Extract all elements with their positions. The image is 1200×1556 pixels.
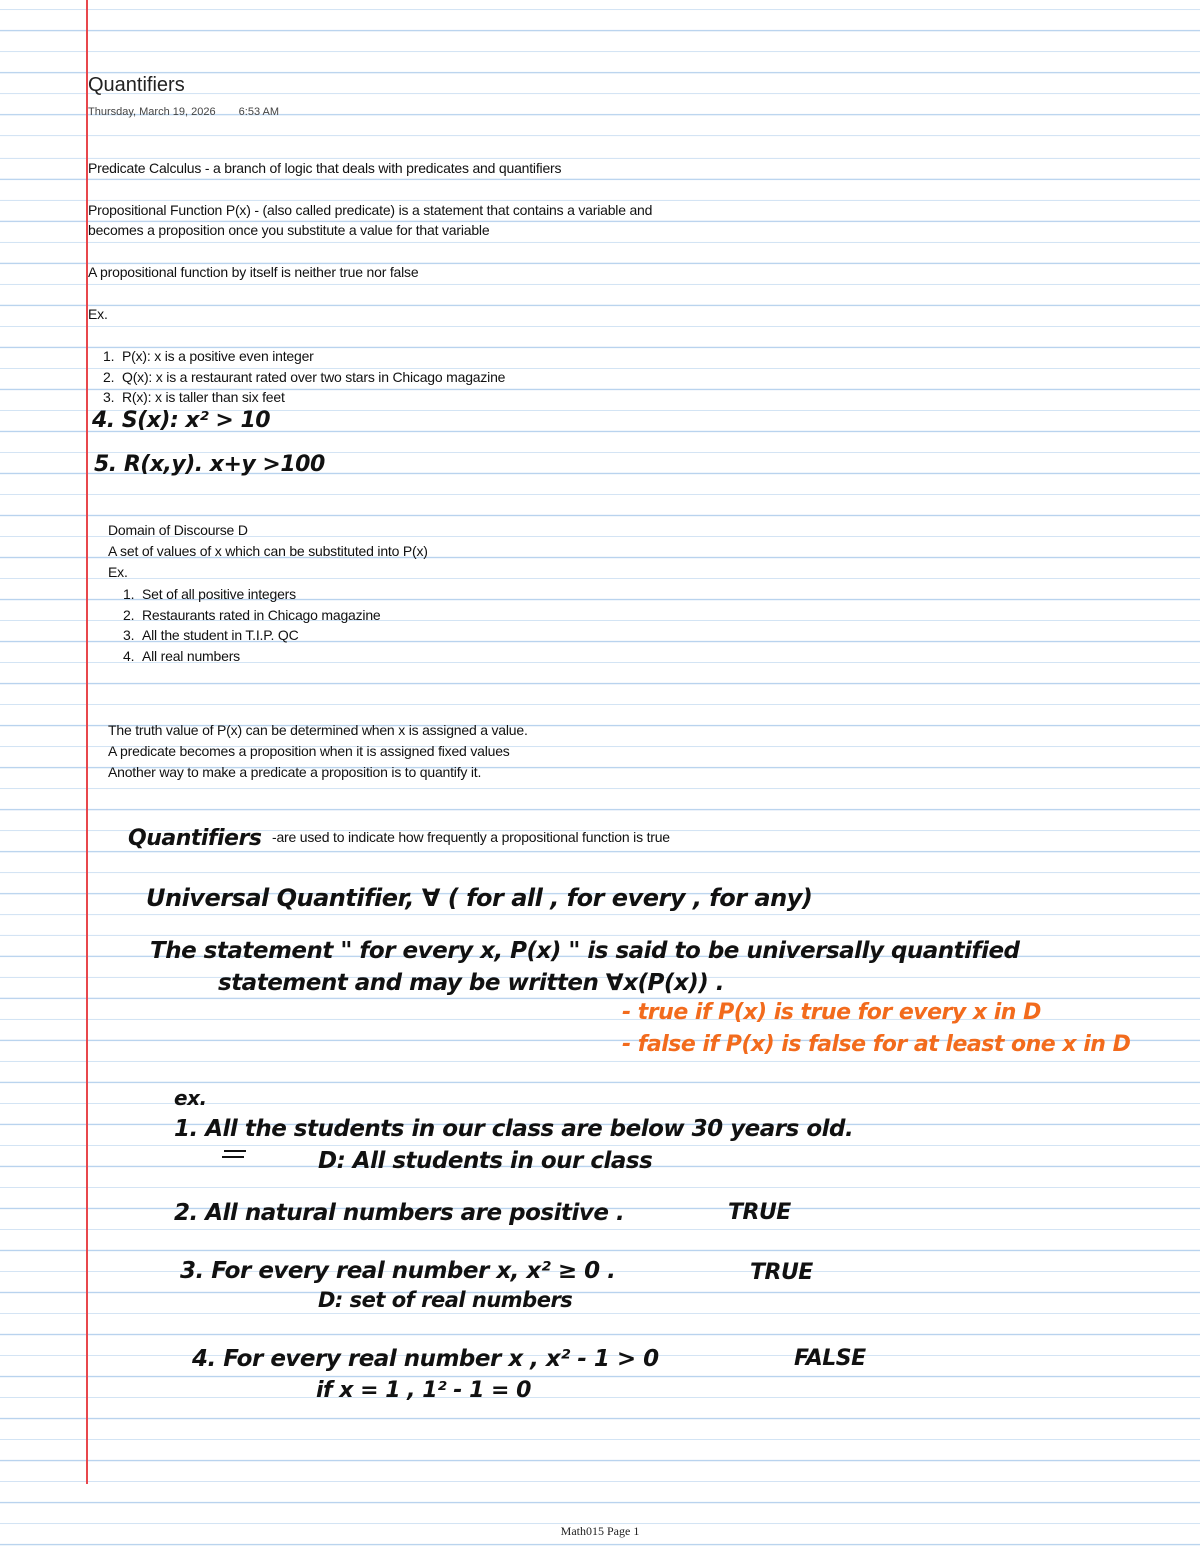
list-item: 1. Set of all positive integers xyxy=(138,584,381,605)
page-title: Quantifiers xyxy=(88,74,185,96)
page-footer: Math015 Page 1 xyxy=(560,1524,640,1538)
example-item-4-verdict: FALSE xyxy=(794,1346,866,1371)
list-item: 4. All real numbers xyxy=(138,646,381,667)
page-time: 6:53 AM xyxy=(238,106,280,118)
page-date: Thursday, March 19, 2026 xyxy=(88,106,216,118)
example-item-3-domain: D: set of real numbers xyxy=(318,1288,573,1312)
ex-label: Ex. xyxy=(88,306,108,322)
universal-statement-line-2: statement and may be written ∀x(P(x)) . xyxy=(218,970,725,996)
list-item: 3. R(x): x is taller than six feet xyxy=(118,387,505,408)
universal-statement-line-1: The statement " for every x, P(x) " is said to be universally quantified xyxy=(150,938,1020,964)
domain-title: Domain of Discourse D xyxy=(108,522,248,538)
example-item-4-counterexample: if x = 1 , 1² - 1 = 0 xyxy=(316,1378,531,1403)
handwritten-example-5: 5. R(x,y). x+y >100 xyxy=(94,452,325,477)
handwritten-example-4: 4. S(x): x² > 10 xyxy=(92,408,271,433)
example-item-2: 2. All natural numbers are positive . xyxy=(174,1200,625,1226)
list-item: 2. Q(x): x is a restaurant rated over two stars in Chicago magazine xyxy=(118,367,505,388)
handwritten-ex-label: ex. xyxy=(174,1086,207,1110)
true-condition-note: - true if P(x) is true for every x in D xyxy=(622,1000,1041,1025)
domain-ex-label: Ex. xyxy=(108,564,128,580)
truth-value-line-1: The truth value of P(x) can be determined when x is assigned a value. xyxy=(108,722,528,738)
domain-example-list xyxy=(116,584,381,666)
page-datetime xyxy=(88,106,299,118)
underline-mark xyxy=(224,1150,246,1152)
example-item-1-domain: D: All students in our class xyxy=(318,1148,653,1174)
example-item-4: 4. For every real number x , x² - 1 > 0 xyxy=(192,1346,659,1372)
underline-mark xyxy=(222,1156,244,1158)
false-condition-note: - false if P(x) is false for at least one x in D xyxy=(622,1032,1131,1057)
handwritten-quantifiers-word: Quantifiers xyxy=(128,826,262,851)
list-item: 2. Restaurants rated in Chicago magazine xyxy=(138,605,381,626)
domain-description: A set of values of x which can be substituted into P(x) xyxy=(108,543,428,559)
truth-value-line-3: Another way to make a predicate a proposition is to quantify it. xyxy=(108,764,482,780)
example-item-1: 1. All the students in our class are below 30 years old. xyxy=(174,1116,854,1142)
propositional-function-line-1: Propositional Function P(x) - (also called predicate) is a statement that contains a variable and xyxy=(88,202,653,218)
neither-true-nor-false: A propositional function by itself is neither true nor false xyxy=(88,264,419,280)
example-item-2-verdict: TRUE xyxy=(728,1200,791,1225)
truth-value-line-2: A predicate becomes a proposition when it is assigned fixed values xyxy=(108,743,510,759)
example-item-3: 3. For every real number x, x² ≥ 0 . xyxy=(180,1258,616,1284)
propositional-function-line-2: becomes a proposition once you substitute a value for that variable xyxy=(88,222,490,238)
predicate-calculus-definition: Predicate Calculus - a branch of logic that deals with predicates and quantifiers xyxy=(88,160,562,176)
universal-quantifier-heading: Universal Quantifier, ∀ ( for all , for every , for any) xyxy=(146,884,813,912)
predicate-example-list xyxy=(96,346,505,408)
list-item: 1. P(x): x is a positive even integer xyxy=(118,346,505,367)
quantifiers-description: -are used to indicate how frequently a propositional function is true xyxy=(272,829,670,845)
list-item: 3. All the student in T.I.P. QC xyxy=(138,625,381,646)
example-item-3-verdict: TRUE xyxy=(750,1260,813,1285)
